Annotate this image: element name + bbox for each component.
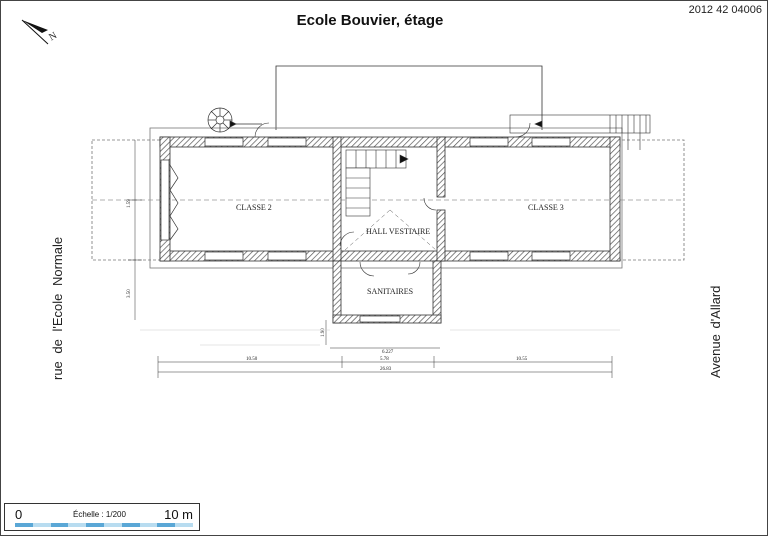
dim-small-1: 1.90 [321,328,326,337]
scale-segment [140,523,158,527]
scale-segment [104,523,122,527]
scale-max-label: 10 m [164,507,193,522]
room-label-classe-3: CLASSE 3 [528,203,564,212]
room-label-classe-2: CLASSE 2 [236,203,272,212]
street-label-right: Avenue d'Allard [708,285,723,378]
dim-left: 10.50 [246,357,258,362]
room-label-sanitaires: SANITAIRES [367,287,414,296]
scale-ratio-label: Échelle : 1/200 [73,510,126,519]
scale-segment [175,523,193,527]
scale-segment [86,523,104,527]
scale-segment [15,523,33,527]
svg-text:N: N [47,30,60,44]
dim-side-1: 1.59 [127,199,132,208]
scale-zero-label: 0 [15,507,23,522]
dim-side-2: 3.50 [127,289,132,298]
interior-stair [346,150,408,216]
scale-bar [15,523,193,527]
background-texture [140,330,620,345]
north-arrow-icon [22,20,59,44]
scale-segment [33,523,51,527]
scale-bar-box [4,503,200,531]
dim-small-2: 6.227 [382,350,394,355]
scale-segment [157,523,175,527]
dim-total: 26.83 [380,367,392,372]
scale-segment [68,523,86,527]
reference-number: 2012 42 04006 [688,4,762,16]
street-label-left: rue de l'Ecole Normale [50,236,65,380]
dim-center: 5.78 [380,357,389,362]
dim-right: 10.55 [516,357,528,362]
casement-windows [170,165,178,240]
room-label-hall: HALL VESTIAIRE [366,227,431,236]
page-title: Ecole Bouvier, étage [296,12,444,29]
scale-segment [51,523,69,527]
scale-segment [122,523,140,527]
